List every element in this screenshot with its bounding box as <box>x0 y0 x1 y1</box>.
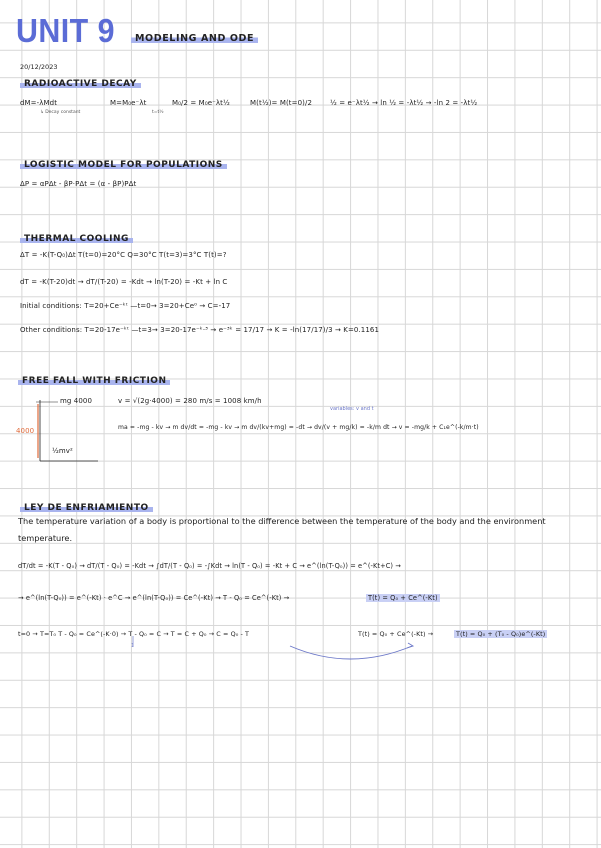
logistic-eq1: ΔP = αPΔt - βP·PΔt = (α - βP)PΔt <box>20 180 137 188</box>
newton-eq2: → e^(ln(T-Q₀)) = e^(-Kt) · e^C → e^(ln(T-Q₀)) = Ce^(-Kt) → T - Q₀ = Ce^(-Kt) → <box>18 594 290 602</box>
cooling-heading-text: THERMAL COOLING <box>20 234 133 244</box>
decay-eq5: ½ = e⁻λt½ → ln ½ = -λt½ → -ln 2 = -λt½ <box>330 99 478 107</box>
cooling-eq4: Other conditions: T=20-17e⁻ᵏᵗ —t=3→ 3=20-17e⁻ᵏ·³ → e⁻³ᵏ = 17/17 → K = -ln(17/17)/3 → K=0.1161 <box>20 326 380 334</box>
freefall-heading-text: FREE FALL WITH FRICTION <box>18 376 170 386</box>
curved-arrow <box>290 646 412 659</box>
freefall-note: variables: v and t <box>330 406 374 412</box>
newton-eq3-mid: T(t) = Q₀ + Ce^(-Kt) → <box>358 630 434 638</box>
page-subtitle-text: MODELING AND ODE <box>131 33 258 44</box>
decay-eq1: dM=-λMdt <box>20 99 58 107</box>
curved-arrow-head <box>407 643 413 648</box>
cooling-eq2: dT = -K(T-20)dt → dT/(T-20) = -Kdt → ln(T-20) = -Kt + ln C <box>20 278 228 286</box>
freefall-mg: mg 4000 <box>60 397 93 405</box>
decay-eq2: M=M₀e⁻λt <box>110 99 147 107</box>
page-title: UNIT 9 <box>16 12 115 49</box>
date-text: 20/12/2023 <box>20 63 58 71</box>
newton-eq3: t=0 → T=T₀ T - Q₀ = Ce^(-K·0) → T - Q₀ = C → T = C + Q₀ → C = Q₀ - T <box>18 630 250 638</box>
newton-mark-1: 1 <box>131 643 135 649</box>
freefall-eq1: v = √(2g·4000) = 280 m/s = 1008 km/h <box>118 397 262 405</box>
decay-eq2-sub: t=t½ <box>152 110 164 115</box>
cooling-eq1: ΔT = -K(T-Q₀)Δt T(t=0)=20°C Q=30°C T(t=3)=3°C T(t)=? <box>20 251 227 259</box>
newton-eq1: dT/dt = -K(T - Q₀) → dT/(T - Q₀) = -Kdt → ∫dT/(T - Q₀) = -∫Kdt → ln(T - Q₀) = -Kt + C → e^(ln(T-Q₀)) = e^(-Kt+C) → <box>18 562 401 570</box>
freefall-height-label: 4000 <box>16 427 35 435</box>
decay-eq3: M₀/2 = M₀e⁻λt½ <box>172 99 230 107</box>
newton-paragraph: The temperature variation of a body is proportional to the difference between the temperature of the body and the environment temperature. <box>18 516 546 543</box>
decay-eq4: M(t½)= M(t=0)/2 <box>250 99 312 107</box>
decay-heading-text: RADIOACTIVE DECAY <box>20 79 141 89</box>
freefall-eq2: ma = -mg - kv → m dv/dt = -mg - kv → m dv/(kv+mg) = -dt → dv/(v + mg/k) = -k/m dt → v = -mg/k + C₁e^(-k/m·t) <box>118 424 479 431</box>
freefall-half-mv2: ½mv² <box>52 447 73 455</box>
logistic-heading-text: LOGISTIC MODEL FOR POPULATIONS <box>20 160 227 170</box>
newton-eq3-result-text: T(t) = Q₀ + (T₀ - Q₀)e^(-Kt) <box>456 630 546 638</box>
decay-note: ↳ Decay constant <box>40 110 81 115</box>
newton-eq2-result-text: T(t) = Q₀ + Ce^(-Kt) <box>368 594 438 602</box>
newton-heading-text: LEY DE ENFRIAMIENTO <box>20 503 153 513</box>
cooling-eq3: Initial conditions: T=20+Ce⁻ᵏᵗ —t=0→ 3=20+Ce⁰ → C=-17 <box>20 302 231 310</box>
